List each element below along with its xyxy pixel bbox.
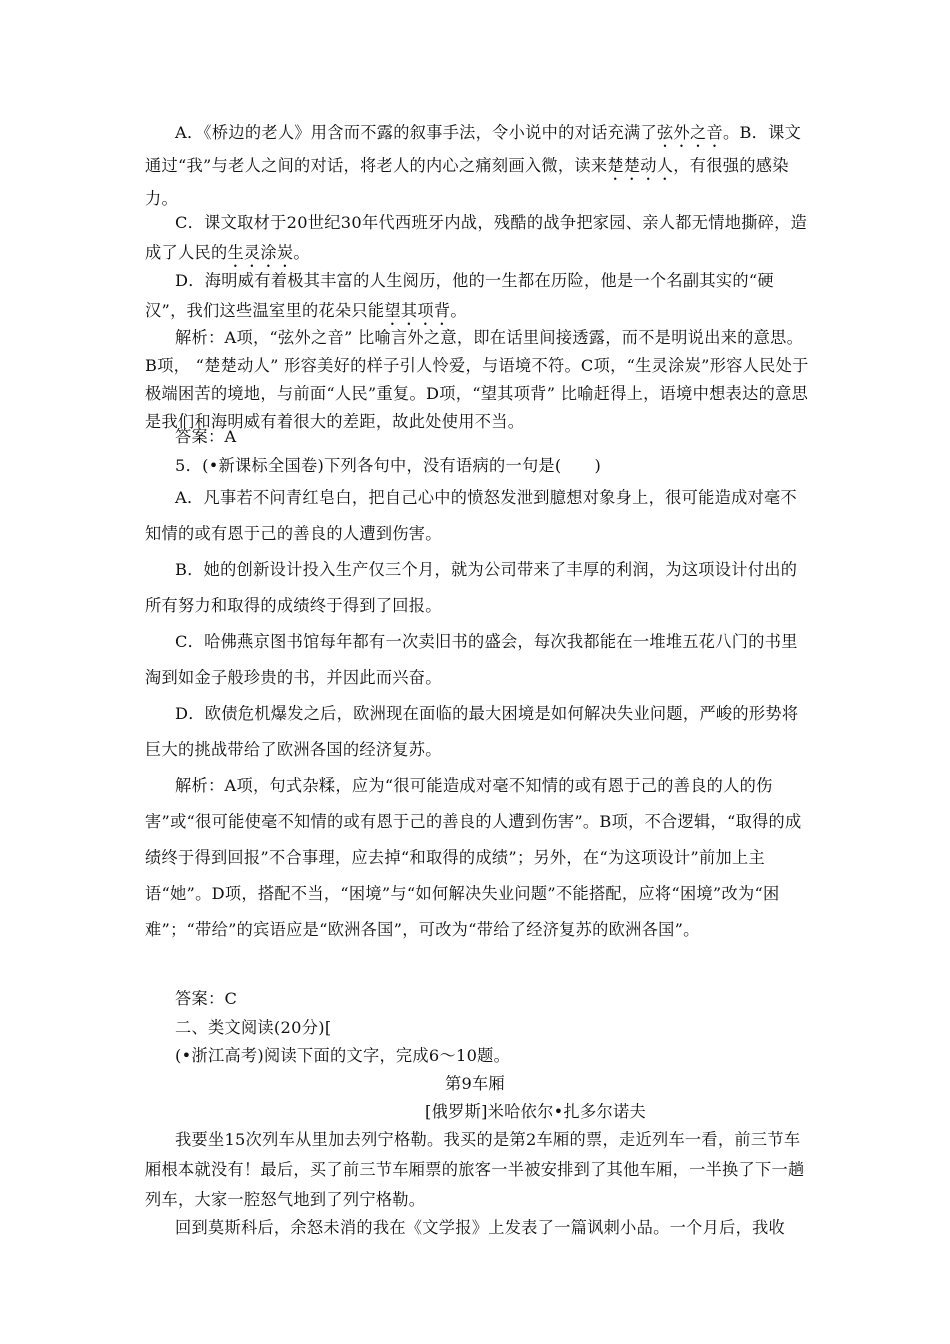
q4-answer: 答案：A xyxy=(175,427,237,446)
section-heading: 二、类文阅读(20分)[ xyxy=(175,1018,332,1037)
q4-option-d xyxy=(145,266,810,329)
text-run: D．海明威有着极其丰富的人生阅历，他的一生都在历险，他是一个名副其实的“硬汉”，我们这些温室里的花朵只能 xyxy=(145,271,774,320)
q5-option-b: B．她的创新设计投入生产仅三个月，就为公司带来了丰厚的利润，为这项设计付出的所有努力和取得的成绩终于得到了回报。 xyxy=(145,560,798,615)
passage-paragraph-2: 回到莫斯科后，余怒未消的我在《文学报》上发表了一篇讽刺小品。一个月后，我收 xyxy=(175,1218,786,1237)
q5-option-c: C．哈佛燕京图书馆每年都有一次卖旧书的盛会，每次我都能在一堆堆五花八门的书里淘到如金子般珍贵的书，并因此而兴奋。 xyxy=(145,632,798,687)
text-run: ，有很强的感染力。 xyxy=(145,156,789,208)
emphasized-phrase: 弦外之音 xyxy=(657,123,723,142)
q4-option-a-b xyxy=(145,118,810,214)
passage-paragraph-1: 我要坐15次列车从里加去列宁格勒。我买的是第2车厢的票，走近列车一看，前三节车厢根本就没有！最后，买了前三节车厢票的旅客一半被安排到了其他车厢，一半换了下一趟列车，大家一腔怒气地到了列宁格勒。 xyxy=(145,1130,805,1209)
text-run: C．课文取材于20世纪30年代西班牙内战，残酷的战争把家园、亲人都无情地撕碎，造成了人民的 xyxy=(145,213,808,262)
q5-answer: 答案：C xyxy=(175,989,238,1008)
text-run: 。B．课文通过“我”与老人之间的对话，将老人的内心之痛刻画入微，读来 xyxy=(145,123,802,175)
q5-option-d: D．欧债危机爆发之后，欧洲现在面临的最大困境是如何解决失业问题，严峻的形势将巨大的挑战带给了欧洲各国的经济复苏。 xyxy=(145,704,799,759)
emphasized-phrase: 生灵涂炭 xyxy=(227,243,294,262)
emphasized-phrase: 望其项背 xyxy=(384,301,451,320)
passage-source: (•浙江高考)阅读下面的文字，完成6～10题。 xyxy=(175,1046,511,1065)
emphasized-phrase: 楚楚动人 xyxy=(607,156,674,175)
text-run: 。 xyxy=(450,301,467,320)
q4-analysis: 解析：A项，“弦外之音” 比喻言外之意，即在话里间接透露，而不是明说出来的意思。B项， “楚楚动人” 形容美好的样子引人怜爱，与语境不符。C项，“生灵涂炭”形容人民处于极端困苦的境地，与前面“人民”重复。D项，“望其项背” 比喻赶得上，语境中想表达的意思是我们和海明威有着很大的差距，故此处使用不当。 xyxy=(145,328,809,431)
text-run: A．《桥边的老人》用含而不露的叙事手法，令小说中的对话充满了 xyxy=(175,123,658,142)
passage-author: [俄罗斯]米哈依尔•扎多尔诺夫 xyxy=(425,1102,646,1121)
q5-analysis: 解析：A项，句式杂糅，应为“很可能造成对毫不知情的或有恩于己的善良的人的伤害”或“很可能使毫不知情的或有恩于己的善良的人遭到伤害”。B项，不合逻辑，“取得的成绩终于得到回报”不合事理，应去掉“和取得的成绩”；另外，在“为这项设计”前加上主语“她”。D项，搭配不当，“困境”与“如何解决失业问题”不能搭配，应将“困境”改为“困难”；“带给”的宾语应是“欧洲各国”，可改为“带给了经济复苏的欧洲各国”。 xyxy=(145,776,802,939)
q5-stem: 5．(•新课标全国卷)下列各句中，没有语病的一句是( ) xyxy=(175,456,602,475)
q4-option-c xyxy=(145,208,810,271)
text-run: 。 xyxy=(293,243,310,262)
q5-option-a: A．凡事若不问青红皂白，把自己心中的愤怒发泄到臆想对象身上，很可能造成对毫不知情的或有恩于己的善良的人遭到伤害。 xyxy=(145,488,798,543)
passage-title: 第9车厢 xyxy=(444,1074,506,1093)
